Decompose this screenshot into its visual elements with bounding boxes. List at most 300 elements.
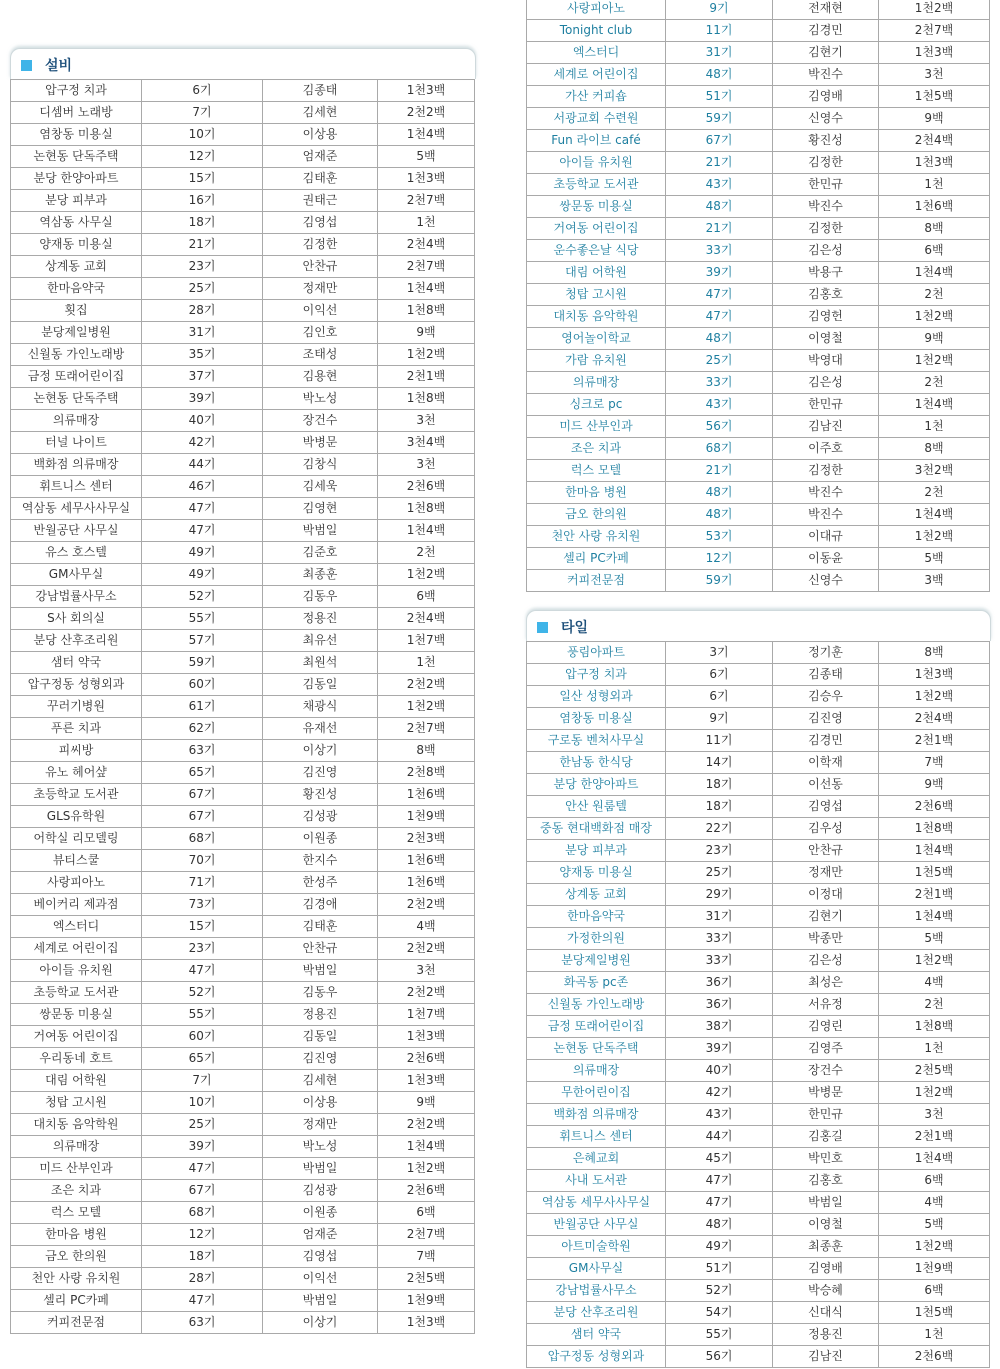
site-name-cell: 역삼동 사무실 xyxy=(11,212,142,234)
manager-name-cell: 김종태 xyxy=(263,80,378,102)
table-row xyxy=(527,20,990,42)
manager-name-cell: 김영현 xyxy=(263,498,378,520)
generation-cell: 52기 xyxy=(142,586,263,608)
manager-name-cell: 이영철 xyxy=(773,1214,879,1236)
generation-cell: 60기 xyxy=(142,674,263,696)
site-name-cell: 사랑피아노 xyxy=(527,0,666,20)
manager-name-cell: 박진수 xyxy=(773,196,879,218)
site-name-cell: 청탑 고시원 xyxy=(527,284,666,306)
generation-cell: 33기 xyxy=(666,950,773,972)
amount-cell: 2천6백 xyxy=(879,796,990,818)
site-name-cell: 쌍문동 미용실 xyxy=(527,196,666,218)
amount-cell: 2천7백 xyxy=(879,20,990,42)
generation-cell: 43기 xyxy=(666,394,773,416)
amount-cell: 2천2백 xyxy=(378,674,475,696)
site-name-cell: 의류매장 xyxy=(527,1060,666,1082)
manager-name-cell: 김용현 xyxy=(263,366,378,388)
amount-cell: 1천9백 xyxy=(378,1290,475,1312)
table-row xyxy=(11,234,475,256)
amount-cell: 2천 xyxy=(378,542,475,564)
amount-cell: 1천4백 xyxy=(378,278,475,300)
amount-cell: 5백 xyxy=(879,928,990,950)
table-row xyxy=(527,950,990,972)
generation-cell: 52기 xyxy=(142,982,263,1004)
site-name-cell: 거여동 어린이집 xyxy=(527,218,666,240)
site-name-cell: 꾸러기병원 xyxy=(11,696,142,718)
generation-cell: 15기 xyxy=(142,168,263,190)
site-name-cell: 터널 나이트 xyxy=(11,432,142,454)
amount-cell: 9백 xyxy=(879,774,990,796)
table-row xyxy=(11,388,475,410)
amount-cell: 3천 xyxy=(879,1104,990,1126)
generation-cell: 10기 xyxy=(142,124,263,146)
manager-name-cell: 박영대 xyxy=(773,350,879,372)
amount-cell: 1천8백 xyxy=(879,1016,990,1038)
manager-name-cell: 김영섭 xyxy=(263,1246,378,1268)
manager-name-cell: 김창식 xyxy=(263,454,378,476)
amount-cell: 2천4백 xyxy=(879,130,990,152)
generation-cell: 9기 xyxy=(666,708,773,730)
table-row xyxy=(11,432,475,454)
amount-cell: 3백 xyxy=(879,570,990,592)
manager-name-cell: 신영수 xyxy=(773,570,879,592)
manager-name-cell: 김동우 xyxy=(263,982,378,1004)
amount-cell: 1천2백 xyxy=(879,1082,990,1104)
manager-name-cell: 김진영 xyxy=(263,1048,378,1070)
table-row xyxy=(11,1224,475,1246)
amount-cell: 2천5백 xyxy=(378,1268,475,1290)
table-row xyxy=(527,708,990,730)
manager-name-cell: 김영주 xyxy=(773,1038,879,1060)
amount-cell: 1천5백 xyxy=(879,1302,990,1324)
site-name-cell: 초등학교 도서관 xyxy=(527,174,666,196)
amount-cell: 2천4백 xyxy=(378,234,475,256)
site-name-cell: 압구정동 성형외과 xyxy=(11,674,142,696)
amount-cell: 3천4백 xyxy=(378,432,475,454)
table-row xyxy=(527,526,990,548)
manager-name-cell: 황진성 xyxy=(773,130,879,152)
manager-name-cell: 김정한 xyxy=(773,152,879,174)
site-name-cell: 커피전문점 xyxy=(11,1312,142,1334)
generation-cell: 6기 xyxy=(666,664,773,686)
manager-name-cell: 이영철 xyxy=(773,328,879,350)
amount-cell: 2천2백 xyxy=(378,1114,475,1136)
generation-cell: 18기 xyxy=(666,774,773,796)
site-name-cell: 럭스 모텔 xyxy=(527,460,666,482)
table-row xyxy=(11,1312,475,1334)
amount-cell: 1천4백 xyxy=(378,520,475,542)
manager-name-cell: 박병문 xyxy=(773,1082,879,1104)
manager-name-cell: 김홍호 xyxy=(773,284,879,306)
site-name-cell: 무한어린이집 xyxy=(527,1082,666,1104)
table-row xyxy=(11,1246,475,1268)
site-name-cell: 아트미술학원 xyxy=(527,1236,666,1258)
site-name-cell: GM사무실 xyxy=(527,1258,666,1280)
generation-cell: 21기 xyxy=(666,152,773,174)
site-name-cell: 강남법률사무소 xyxy=(527,1280,666,1302)
site-name-cell: 분당제일병원 xyxy=(11,322,142,344)
manager-name-cell: 한지수 xyxy=(263,850,378,872)
table-row xyxy=(11,564,475,586)
manager-name-cell: 박진수 xyxy=(773,64,879,86)
amount-cell: 3천2백 xyxy=(879,460,990,482)
generation-cell: 48기 xyxy=(666,482,773,504)
site-name-cell: 의류매장 xyxy=(527,372,666,394)
table-row xyxy=(11,850,475,872)
manager-name-cell: 조태성 xyxy=(263,344,378,366)
manager-name-cell: 한민규 xyxy=(773,174,879,196)
table-row xyxy=(527,42,990,64)
manager-name-cell: 김홍호 xyxy=(773,1170,879,1192)
amount-cell: 8백 xyxy=(378,740,475,762)
site-name-cell: 신월동 가인노래방 xyxy=(527,994,666,1016)
site-name-cell: 쌍문동 미용실 xyxy=(11,1004,142,1026)
amount-cell: 5백 xyxy=(879,1214,990,1236)
manager-name-cell: 엄재준 xyxy=(263,146,378,168)
generation-cell: 68기 xyxy=(666,438,773,460)
manager-name-cell: 신영수 xyxy=(773,108,879,130)
manager-name-cell: 한성주 xyxy=(263,872,378,894)
site-name-cell: 한마음약국 xyxy=(527,906,666,928)
site-name-cell: 양재동 미용실 xyxy=(11,234,142,256)
table-row xyxy=(11,696,475,718)
site-name-cell: 대치동 음악학원 xyxy=(527,306,666,328)
table-row xyxy=(527,108,990,130)
table-row xyxy=(527,482,990,504)
table-row xyxy=(11,894,475,916)
manager-name-cell: 김정한 xyxy=(773,218,879,240)
table-row xyxy=(11,476,475,498)
amount-cell: 1천2백 xyxy=(879,950,990,972)
manager-name-cell: 김동일 xyxy=(263,674,378,696)
site-name-cell: 한마음약국 xyxy=(11,278,142,300)
site-name-cell: 금오 한의원 xyxy=(527,504,666,526)
site-name-cell: 분당 한양아파트 xyxy=(527,774,666,796)
generation-cell: 67기 xyxy=(666,130,773,152)
manager-name-cell: 박범일 xyxy=(263,960,378,982)
site-name-cell: 구로동 벤처사무실 xyxy=(527,730,666,752)
amount-cell: 1천 xyxy=(378,652,475,674)
table-row xyxy=(527,774,990,796)
table-row xyxy=(11,1048,475,1070)
generation-cell: 68기 xyxy=(142,828,263,850)
table-row xyxy=(11,498,475,520)
table-row xyxy=(527,1258,990,1280)
amount-cell: 3천 xyxy=(378,410,475,432)
manager-name-cell: 정재만 xyxy=(263,278,378,300)
generation-cell: 43기 xyxy=(666,174,773,196)
amount-cell: 2천8백 xyxy=(378,762,475,784)
amount-cell: 8백 xyxy=(879,642,990,664)
amount-cell: 2천7백 xyxy=(378,718,475,740)
table-row xyxy=(527,1214,990,1236)
site-name-cell: 역삼동 세무사사무실 xyxy=(527,1192,666,1214)
site-name-cell: 운수좋은날 식당 xyxy=(527,240,666,262)
generation-cell: 28기 xyxy=(142,300,263,322)
site-name-cell: 의류매장 xyxy=(11,410,142,432)
site-name-cell: 대치동 음악학원 xyxy=(11,1114,142,1136)
amount-cell: 2천7백 xyxy=(378,190,475,212)
manager-name-cell: 이상기 xyxy=(263,740,378,762)
amount-cell: 1천9백 xyxy=(378,806,475,828)
table-row xyxy=(527,994,990,1016)
amount-cell: 1천2백 xyxy=(378,696,475,718)
generation-cell: 31기 xyxy=(142,322,263,344)
generation-cell: 48기 xyxy=(666,1214,773,1236)
amount-cell: 2천6백 xyxy=(378,476,475,498)
amount-cell: 1천6백 xyxy=(378,784,475,806)
generation-cell: 47기 xyxy=(142,1158,263,1180)
table-row xyxy=(527,1346,990,1368)
site-name-cell: 역삼동 세무사사무실 xyxy=(11,498,142,520)
site-name-cell: 안산 원룸텔 xyxy=(527,796,666,818)
site-name-cell: 일산 성형외과 xyxy=(527,686,666,708)
site-name-cell: 의류매장 xyxy=(11,1136,142,1158)
site-name-cell: 조은 치과 xyxy=(527,438,666,460)
generation-cell: 45기 xyxy=(666,1148,773,1170)
generation-cell: 25기 xyxy=(142,1114,263,1136)
manager-name-cell: 정재만 xyxy=(773,862,879,884)
site-name-cell: 압구정동 성형외과 xyxy=(527,1346,666,1368)
generation-cell: 68기 xyxy=(142,1202,263,1224)
manager-name-cell: 최성은 xyxy=(773,972,879,994)
manager-name-cell: 전재현 xyxy=(773,0,879,20)
generation-cell: 52기 xyxy=(666,1280,773,1302)
manager-name-cell: 이익선 xyxy=(263,1268,378,1290)
table-row xyxy=(11,586,475,608)
manager-name-cell: 김영배 xyxy=(773,1258,879,1280)
amount-cell: 2천2백 xyxy=(378,938,475,960)
site-name-cell: 압구정 치과 xyxy=(527,664,666,686)
table-row xyxy=(527,218,990,240)
site-name-cell: 아이들 유치원 xyxy=(11,960,142,982)
generation-cell: 7기 xyxy=(142,1070,263,1092)
manager-name-cell: 김현기 xyxy=(773,42,879,64)
manager-name-cell: 김은성 xyxy=(773,372,879,394)
generation-cell: 55기 xyxy=(666,1324,773,1346)
manager-name-cell: 이대규 xyxy=(773,526,879,548)
site-name-cell: 풍림아파트 xyxy=(527,642,666,664)
generation-cell: 61기 xyxy=(142,696,263,718)
table-row xyxy=(527,1170,990,1192)
site-name-cell: 천안 사랑 유치원 xyxy=(527,526,666,548)
manager-name-cell: 정재만 xyxy=(263,1114,378,1136)
table-row xyxy=(11,1092,475,1114)
site-name-cell: 중동 현대백화점 매장 xyxy=(527,818,666,840)
manager-name-cell: 김태훈 xyxy=(263,916,378,938)
generation-cell: 47기 xyxy=(666,1170,773,1192)
manager-name-cell: 김영린 xyxy=(773,1016,879,1038)
site-name-cell: 영어놀이학교 xyxy=(527,328,666,350)
site-name-cell: 금정 또래어린이집 xyxy=(527,1016,666,1038)
table-row xyxy=(11,542,475,564)
generation-cell: 16기 xyxy=(142,190,263,212)
manager-name-cell: 이상용 xyxy=(263,1092,378,1114)
generation-cell: 55기 xyxy=(142,608,263,630)
manager-name-cell: 박승혜 xyxy=(773,1280,879,1302)
generation-cell: 60기 xyxy=(142,1026,263,1048)
amount-cell: 1천3백 xyxy=(378,168,475,190)
manager-name-cell: 유재선 xyxy=(263,718,378,740)
site-name-cell: 미드 산부인과 xyxy=(11,1158,142,1180)
generation-cell: 48기 xyxy=(666,64,773,86)
generation-cell: 59기 xyxy=(666,570,773,592)
site-name-cell: 휘트니스 센터 xyxy=(11,476,142,498)
amount-cell: 5백 xyxy=(879,548,990,570)
amount-cell: 6백 xyxy=(378,586,475,608)
generation-cell: 9기 xyxy=(666,0,773,20)
manager-name-cell: 김영섭 xyxy=(263,212,378,234)
table-row xyxy=(527,1324,990,1346)
generation-cell: 10기 xyxy=(142,1092,263,1114)
table-row xyxy=(11,608,475,630)
table-row xyxy=(11,740,475,762)
site-name-cell: 디셈버 노래방 xyxy=(11,102,142,124)
amount-cell: 1천6백 xyxy=(879,196,990,218)
generation-cell: 43기 xyxy=(666,1104,773,1126)
amount-cell: 4백 xyxy=(879,1192,990,1214)
site-name-cell: 셀리 PC카페 xyxy=(11,1290,142,1312)
amount-cell: 2천 xyxy=(879,994,990,1016)
site-name-cell: 상계동 교회 xyxy=(11,256,142,278)
table-row xyxy=(527,394,990,416)
manager-name-cell: 김동일 xyxy=(263,1026,378,1048)
site-name-cell: 분당제일병원 xyxy=(527,950,666,972)
table-row xyxy=(11,1114,475,1136)
site-name-cell: 횟집 xyxy=(11,300,142,322)
amount-cell: 2천5백 xyxy=(879,1060,990,1082)
manager-name-cell: 김종태 xyxy=(773,664,879,686)
manager-name-cell: 이학재 xyxy=(773,752,879,774)
amount-cell: 1천6백 xyxy=(378,850,475,872)
generation-cell: 18기 xyxy=(666,796,773,818)
site-name-cell: 조은 치과 xyxy=(11,1180,142,1202)
manager-name-cell: 서유정 xyxy=(773,994,879,1016)
table-row xyxy=(11,674,475,696)
manager-name-cell: 김경민 xyxy=(773,730,879,752)
table-row xyxy=(527,570,990,592)
site-name-cell: 베이커리 제과점 xyxy=(11,894,142,916)
manager-name-cell: 박범일 xyxy=(263,520,378,542)
table-row xyxy=(527,664,990,686)
table-row xyxy=(11,190,475,212)
manager-name-cell: 정용진 xyxy=(263,1004,378,1026)
amount-cell: 2천7백 xyxy=(378,256,475,278)
continued-table xyxy=(526,0,990,592)
generation-cell: 62기 xyxy=(142,718,263,740)
amount-cell: 3천 xyxy=(378,454,475,476)
manager-name-cell: 김진영 xyxy=(773,708,879,730)
manager-name-cell: 김영헌 xyxy=(773,306,879,328)
table-row xyxy=(527,350,990,372)
table-row xyxy=(11,806,475,828)
table-row xyxy=(527,686,990,708)
manager-name-cell: 박종만 xyxy=(773,928,879,950)
generation-cell: 15기 xyxy=(142,916,263,938)
manager-name-cell: 김정한 xyxy=(263,234,378,256)
table-row xyxy=(527,64,990,86)
generation-cell: 56기 xyxy=(666,1346,773,1368)
site-name-cell: 유노 헤어샾 xyxy=(11,762,142,784)
table-row xyxy=(527,262,990,284)
table-row xyxy=(11,1180,475,1202)
amount-cell: 1천2백 xyxy=(879,1236,990,1258)
table-row xyxy=(527,884,990,906)
generation-cell: 31기 xyxy=(666,906,773,928)
table-row xyxy=(527,152,990,174)
generation-cell: 23기 xyxy=(142,938,263,960)
table-row xyxy=(527,306,990,328)
table-row xyxy=(527,1104,990,1126)
manager-name-cell: 이주호 xyxy=(773,438,879,460)
generation-cell: 38기 xyxy=(666,1016,773,1038)
table-row xyxy=(527,1236,990,1258)
amount-cell: 1천5백 xyxy=(879,86,990,108)
manager-name-cell: 안찬규 xyxy=(773,840,879,862)
amount-cell: 1천 xyxy=(879,1038,990,1060)
table-row xyxy=(11,344,475,366)
site-name-cell: 강남법률사무소 xyxy=(11,586,142,608)
amount-cell: 1천2백 xyxy=(879,306,990,328)
manager-name-cell: 김남진 xyxy=(773,416,879,438)
amount-cell: 9백 xyxy=(378,1092,475,1114)
table-row xyxy=(527,862,990,884)
manager-name-cell: 박민호 xyxy=(773,1148,879,1170)
manager-name-cell: 정기훈 xyxy=(773,642,879,664)
manager-name-cell: 김승우 xyxy=(773,686,879,708)
generation-cell: 47기 xyxy=(666,284,773,306)
amount-cell: 1천4백 xyxy=(879,394,990,416)
generation-cell: 39기 xyxy=(142,1136,263,1158)
generation-cell: 49기 xyxy=(142,542,263,564)
amount-cell: 6백 xyxy=(879,1280,990,1302)
generation-cell: 25기 xyxy=(666,350,773,372)
manager-name-cell: 김은성 xyxy=(773,240,879,262)
site-name-cell: 반월공단 사무실 xyxy=(11,520,142,542)
square-bullet-icon xyxy=(21,60,32,71)
table-row xyxy=(527,196,990,218)
generation-cell: 35기 xyxy=(142,344,263,366)
manager-name-cell: 김은성 xyxy=(773,950,879,972)
amount-cell: 1천 xyxy=(879,416,990,438)
generation-cell: 33기 xyxy=(666,372,773,394)
generation-cell: 48기 xyxy=(666,196,773,218)
amount-cell: 1천3백 xyxy=(378,80,475,102)
amount-cell: 1천4백 xyxy=(879,840,990,862)
amount-cell: 1천 xyxy=(879,174,990,196)
site-name-cell: 가람 유치원 xyxy=(527,350,666,372)
table-row xyxy=(527,504,990,526)
generation-cell: 47기 xyxy=(666,306,773,328)
amount-cell: 2천 xyxy=(879,284,990,306)
site-name-cell: S사 회의실 xyxy=(11,608,142,630)
site-name-cell: 천안 사랑 유치원 xyxy=(11,1268,142,1290)
amount-cell: 4백 xyxy=(879,972,990,994)
manager-name-cell: 장건수 xyxy=(263,410,378,432)
site-name-cell: 분당 산후조리원 xyxy=(527,1302,666,1324)
amount-cell: 2천2백 xyxy=(378,894,475,916)
table-row xyxy=(11,124,475,146)
table-row xyxy=(11,1026,475,1048)
table-row xyxy=(527,416,990,438)
manager-name-cell: 최원석 xyxy=(263,652,378,674)
generation-cell: 51기 xyxy=(666,1258,773,1280)
table-row xyxy=(11,1004,475,1026)
generation-cell: 47기 xyxy=(666,1192,773,1214)
table-row xyxy=(527,372,990,394)
table-row xyxy=(527,1302,990,1324)
table-row xyxy=(527,642,990,664)
